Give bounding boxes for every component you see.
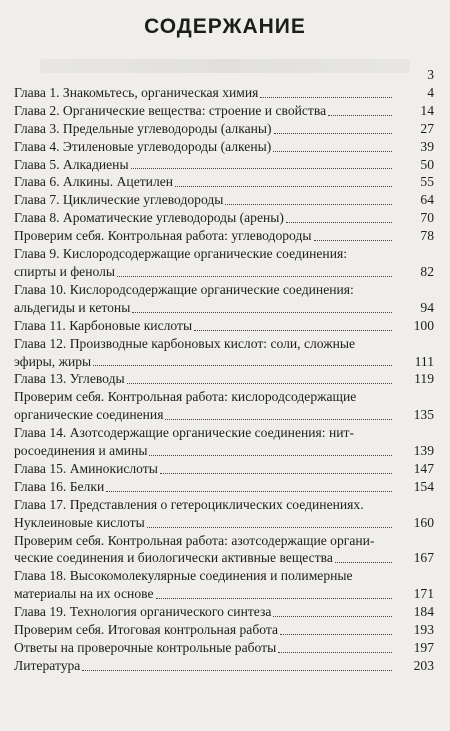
toc-entry-title: Проверим себя. Контрольная работа: углеводороды	[14, 228, 312, 244]
dot-leader	[278, 652, 392, 653]
toc-entry	[14, 84, 434, 102]
toc-entry	[14, 245, 434, 281]
dot-leader	[127, 383, 392, 384]
dot-leader	[335, 562, 392, 563]
toc-entry-title: Проверим себя. Контрольная работа: азотсодержащие органи-	[14, 532, 375, 548]
dot-leader	[274, 133, 392, 134]
dot-leader	[147, 527, 392, 528]
toc-entry-title: Глава 2. Органические вещества: строение и свойства	[14, 102, 327, 118]
toc-entry	[14, 603, 434, 621]
toc-entry-title: Глава 7. Циклические углеводороды	[14, 192, 224, 208]
toc-entry-title: эфиры, жиры	[14, 353, 92, 369]
toc-entry	[14, 191, 434, 209]
toc-page-number: 160	[413, 514, 434, 530]
dot-leader	[160, 473, 392, 474]
toc-page-number: 203	[413, 657, 434, 673]
toc-page-number: 14	[420, 102, 434, 118]
toc-page-number: 39	[420, 138, 434, 154]
toc-page-number: 111	[414, 353, 434, 369]
toc-entry	[14, 102, 434, 120]
toc-entry-title: Глава 15. Аминокислоты	[14, 460, 158, 476]
toc-page-number: 167	[413, 550, 434, 566]
toc-page-number: 100	[413, 317, 434, 333]
toc-page-number: 171	[413, 586, 434, 602]
toc-page-number: 3	[427, 67, 434, 82]
dot-leader	[175, 186, 392, 187]
toc-page-number: 147	[413, 460, 434, 476]
toc-page-number: 4	[427, 84, 434, 100]
table-of-contents	[14, 66, 434, 675]
toc-entry	[14, 317, 434, 335]
toc-page-number: 94	[420, 299, 434, 315]
toc-entry	[14, 567, 434, 603]
dot-leader	[273, 616, 392, 617]
toc-entry-title: Глава 8. Ароматические углеводороды (арены)	[14, 210, 284, 226]
dot-leader	[117, 276, 392, 277]
toc-entry	[14, 532, 434, 568]
dot-leader	[328, 115, 392, 116]
toc-page-number: 82	[420, 263, 434, 279]
page-title: СОДЕРЖАНИЕ	[144, 15, 306, 38]
toc-entry	[14, 478, 434, 496]
toc-page-number: 70	[420, 210, 434, 226]
toc-entry-title: Глава 11. Карбоновые кислоты	[14, 317, 193, 333]
toc-entry-title: Глава 19. Технология органического синтеза	[14, 604, 272, 620]
toc-entry-title: органические соединения	[14, 407, 164, 423]
toc-entry-title: Глава 16. Белки	[14, 478, 105, 494]
dot-leader	[149, 455, 392, 456]
dot-leader	[280, 634, 392, 635]
toc-entry	[14, 138, 434, 156]
dot-leader	[156, 598, 393, 599]
toc-entry-title: Литература	[14, 657, 81, 673]
toc-entry-title: Глава 10. Кислородсодержащие органические соединения:	[14, 281, 354, 297]
toc-page-number: 184	[413, 604, 434, 620]
toc-entry	[14, 496, 434, 532]
toc-entry-title: спирты и фенолы	[14, 263, 115, 279]
toc-entry	[14, 388, 434, 424]
toc-entry-title: альдегиды и кетоны	[14, 299, 131, 315]
dot-leader	[260, 97, 392, 98]
toc-entry-title: Глава 17. Представления о гетероциклических соединениях.	[14, 496, 364, 512]
dot-leader	[273, 151, 392, 152]
toc-entry-title: росоединения и амины	[14, 443, 148, 459]
toc-entry-title: Проверим себя. Итоговая контрольная работа	[14, 622, 279, 638]
toc-entry-title: Глава 12. Производные карбоновых кислот: соли, сложные	[14, 335, 356, 351]
dot-leader	[194, 330, 392, 331]
toc-entry-title: Глава 18. Высокомолекулярные соединения и полимерные	[14, 568, 353, 584]
toc-page-number: 50	[420, 156, 434, 172]
toc-entry-title: Глава 6. Алкины. Ацетилен	[14, 174, 174, 190]
toc-entry-title: Глава 3. Предельные углеводороды (алканы)	[14, 120, 272, 136]
toc-page-number: 135	[413, 407, 434, 423]
toc-entry	[14, 639, 434, 657]
toc-entry	[14, 227, 434, 245]
toc-entry	[14, 156, 434, 174]
dot-leader	[286, 222, 392, 223]
toc-page-number: 64	[420, 192, 434, 208]
toc-entry-title: Глава 5. Алкадиены	[14, 156, 129, 172]
toc-entry-title: Нуклеиновые кислоты	[14, 514, 145, 530]
toc-entry-title: Глава 4. Этиленовые углеводороды (алкены)	[14, 138, 272, 154]
toc-entry-title: Глава 1. Знакомьтесь, органическая химия	[14, 84, 259, 100]
toc-entry	[14, 370, 434, 388]
toc-page-number: 27	[420, 120, 434, 136]
toc-page-number: 197	[413, 640, 434, 655]
toc-entry	[14, 281, 434, 317]
toc-page-number: 139	[413, 443, 434, 459]
toc-entry	[14, 424, 434, 460]
dot-leader	[314, 240, 392, 241]
dot-leader	[93, 365, 392, 366]
toc-entry-title: ческие соединения и биологически активные вещества	[14, 550, 333, 566]
toc-entry	[14, 657, 434, 675]
toc-entry-title: Глава 13. Углеводы	[14, 371, 125, 387]
toc-entry-title: Глава 9. Кислородсодержащие органические соединения:	[14, 246, 348, 262]
toc-page-number: 154	[413, 478, 434, 494]
dot-leader	[132, 312, 392, 313]
toc-page-number: 193	[413, 622, 434, 638]
dot-leader	[131, 168, 392, 169]
toc-entry-title: Проверим себя. Контрольная работа: кислородсодержащие	[14, 389, 357, 405]
toc-page-number: 119	[414, 371, 434, 387]
toc-entry	[14, 335, 434, 371]
toc-entry	[14, 120, 434, 138]
toc-entry-title: Глава 14. Азотсодержащие органические соединения: нит-	[14, 425, 354, 441]
toc-entry	[14, 173, 434, 191]
dot-leader	[106, 491, 392, 492]
dot-leader	[165, 419, 392, 420]
toc-entry-title: материалы на их основе	[14, 586, 154, 602]
toc-entry	[14, 621, 434, 639]
toc-entry-title: Ответы на проверочные контрольные работы	[14, 640, 277, 655]
toc-entry	[14, 209, 434, 227]
dot-leader	[225, 204, 392, 205]
toc-page-number: 78	[420, 228, 434, 244]
toc-page-number: 55	[420, 174, 434, 190]
dot-leader	[82, 670, 392, 671]
toc-intro-entry	[14, 66, 434, 84]
toc-entry	[14, 460, 434, 478]
